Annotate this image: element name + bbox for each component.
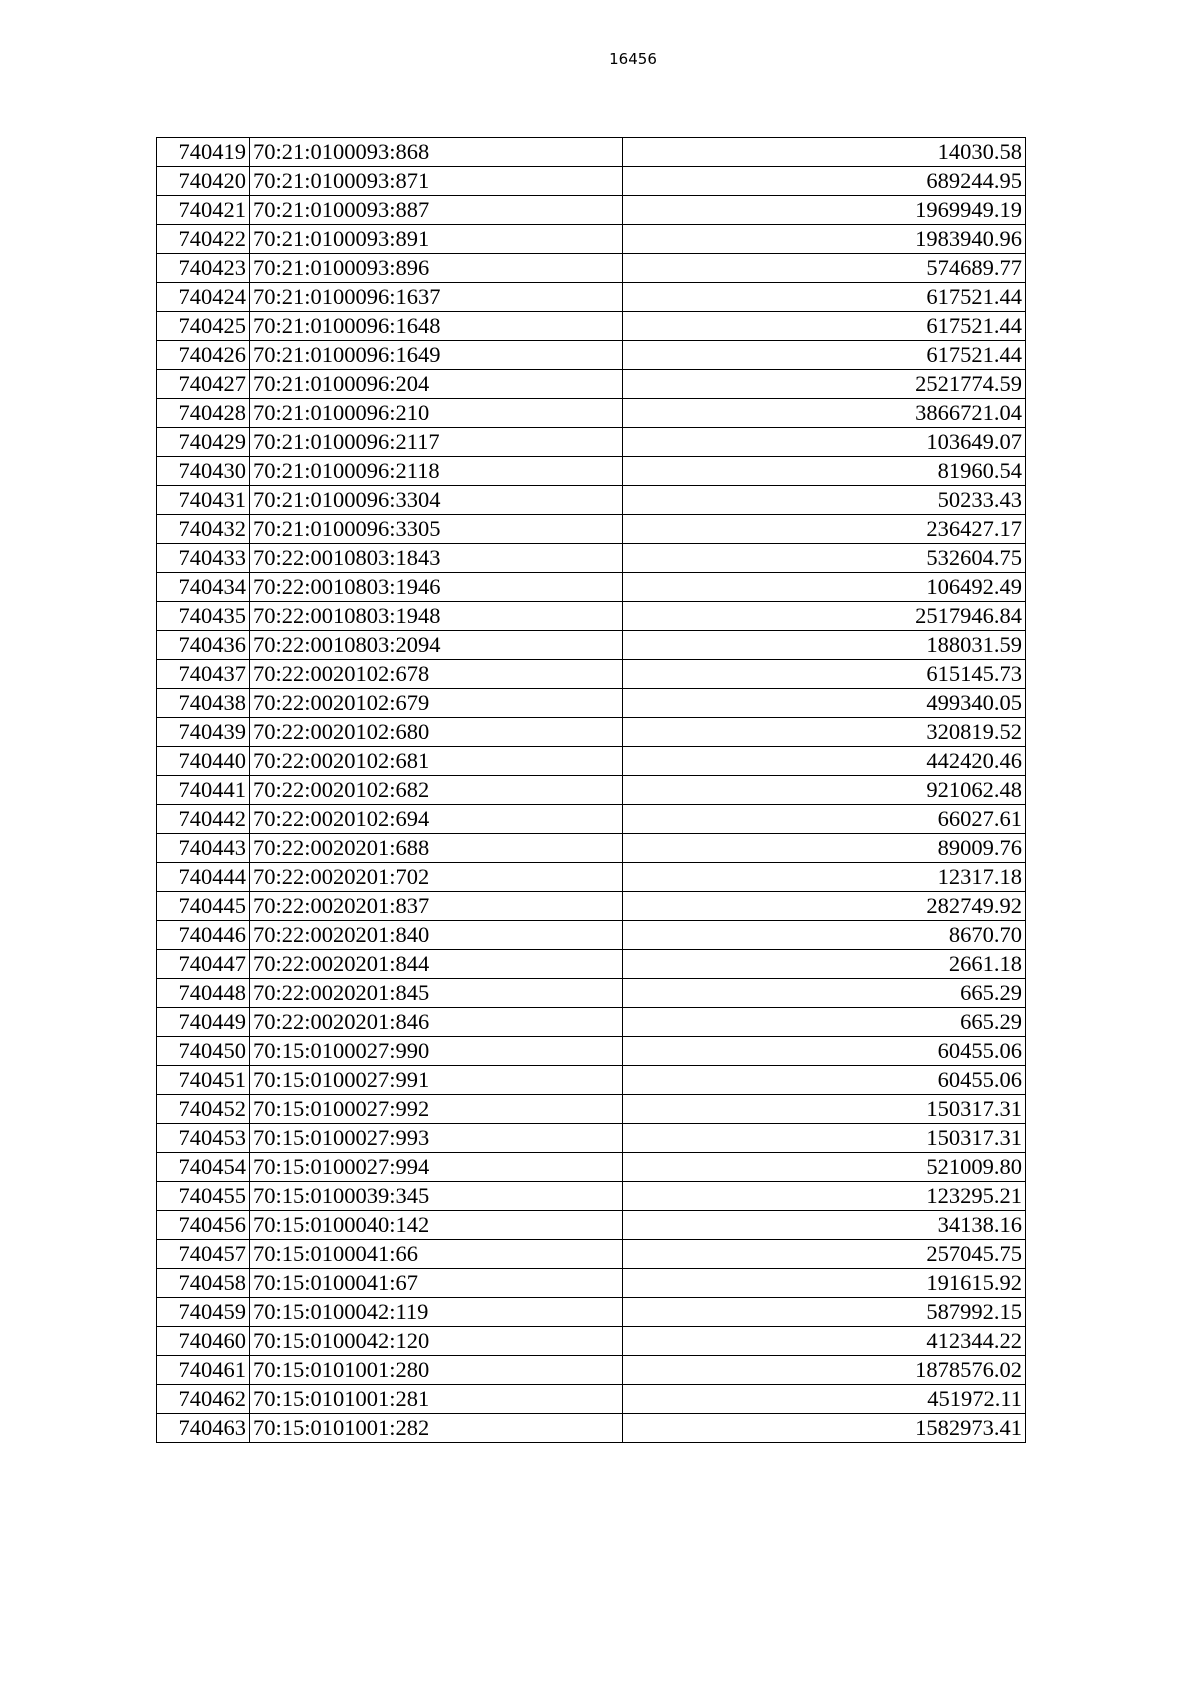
cadastral-value-cell: 617521.44 [623, 283, 1026, 312]
cadastral-number-cell: 70:22:0020201:845 [250, 979, 623, 1008]
row-number-cell: 740444 [157, 863, 250, 892]
cadastral-value-cell: 236427.17 [623, 515, 1026, 544]
table-row [157, 1327, 1026, 1356]
cadastral-number-cell: 70:22:0020201:846 [250, 1008, 623, 1037]
row-number-cell: 740448 [157, 979, 250, 1008]
row-number-cell: 740441 [157, 776, 250, 805]
cadastral-number-cell: 70:21:0100093:896 [250, 254, 623, 283]
cadastral-value-cell: 689244.95 [623, 167, 1026, 196]
cadastral-value-cell: 617521.44 [623, 312, 1026, 341]
cadastral-number-cell: 70:21:0100093:887 [250, 196, 623, 225]
cadastral-number-cell: 70:21:0100096:210 [250, 399, 623, 428]
cadastral-number-cell: 70:22:0020201:840 [250, 921, 623, 950]
table-row [157, 1269, 1026, 1298]
table-row [157, 834, 1026, 863]
row-number-cell: 740427 [157, 370, 250, 399]
cadastral-value-cell: 123295.21 [623, 1182, 1026, 1211]
row-number-cell: 740462 [157, 1385, 250, 1414]
cadastral-value-cell: 499340.05 [623, 689, 1026, 718]
cadastral-value-cell: 282749.92 [623, 892, 1026, 921]
table-row [157, 167, 1026, 196]
cadastral-value-cell: 60455.06 [623, 1037, 1026, 1066]
table-row [157, 515, 1026, 544]
cadastral-value-cell: 12317.18 [623, 863, 1026, 892]
cadastral-value-cell: 617521.44 [623, 341, 1026, 370]
cadastral-value-cell: 2517946.84 [623, 602, 1026, 631]
cadastral-value-cell: 521009.80 [623, 1153, 1026, 1182]
row-number-cell: 740450 [157, 1037, 250, 1066]
row-number-cell: 740456 [157, 1211, 250, 1240]
cadastral-number-cell: 70:15:0100040:142 [250, 1211, 623, 1240]
cadastral-number-cell: 70:21:0100096:1648 [250, 312, 623, 341]
cadastral-number-cell: 70:21:0100096:1637 [250, 283, 623, 312]
cadastral-value-cell: 574689.77 [623, 254, 1026, 283]
table-row [157, 1182, 1026, 1211]
cadastral-number-cell: 70:22:0020102:694 [250, 805, 623, 834]
table-row [157, 1008, 1026, 1037]
cadastral-number-cell: 70:15:0100042:119 [250, 1298, 623, 1327]
row-number-cell: 740426 [157, 341, 250, 370]
table-row [157, 1414, 1026, 1443]
row-number-cell: 740458 [157, 1269, 250, 1298]
table-row [157, 1385, 1026, 1414]
table-row [157, 1211, 1026, 1240]
row-number-cell: 740463 [157, 1414, 250, 1443]
table-row [157, 892, 1026, 921]
cadastral-value-cell: 665.29 [623, 1008, 1026, 1037]
row-number-cell: 740442 [157, 805, 250, 834]
table-row [157, 312, 1026, 341]
cadastral-value-cell: 412344.22 [623, 1327, 1026, 1356]
cadastral-number-cell: 70:22:0010803:1948 [250, 602, 623, 631]
cadastral-number-cell: 70:21:0100093:891 [250, 225, 623, 254]
table-row [157, 950, 1026, 979]
cadastral-value-cell: 921062.48 [623, 776, 1026, 805]
row-number-cell: 740429 [157, 428, 250, 457]
table-row [157, 660, 1026, 689]
cadastral-number-cell: 70:15:0100027:993 [250, 1124, 623, 1153]
row-number-cell: 740460 [157, 1327, 250, 1356]
table-row [157, 1037, 1026, 1066]
cadastral-value-cell: 188031.59 [623, 631, 1026, 660]
row-number-cell: 740455 [157, 1182, 250, 1211]
cadastral-number-cell: 70:21:0100096:1649 [250, 341, 623, 370]
cadastral-value-cell: 106492.49 [623, 573, 1026, 602]
cadastral-value-cell: 451972.11 [623, 1385, 1026, 1414]
page-number: 16456 [609, 50, 657, 68]
row-number-cell: 740452 [157, 1095, 250, 1124]
table-row [157, 486, 1026, 515]
row-number-cell: 740446 [157, 921, 250, 950]
cadastral-number-cell: 70:22:0020102:680 [250, 718, 623, 747]
row-number-cell: 740459 [157, 1298, 250, 1327]
cadastral-value-cell: 2661.18 [623, 950, 1026, 979]
row-number-cell: 740420 [157, 167, 250, 196]
table-row [157, 921, 1026, 950]
table-row [157, 602, 1026, 631]
row-number-cell: 740454 [157, 1153, 250, 1182]
table-row [157, 1095, 1026, 1124]
table-row [157, 1240, 1026, 1269]
cadastral-value-cell: 532604.75 [623, 544, 1026, 573]
cadastral-value-cell: 191615.92 [623, 1269, 1026, 1298]
cadastral-number-cell: 70:15:0100027:991 [250, 1066, 623, 1095]
cadastral-number-cell: 70:22:0020201:688 [250, 834, 623, 863]
row-number-cell: 740437 [157, 660, 250, 689]
cadastral-number-cell: 70:21:0100093:871 [250, 167, 623, 196]
cadastral-number-cell: 70:15:0100027:992 [250, 1095, 623, 1124]
cadastral-number-cell: 70:22:0020201:837 [250, 892, 623, 921]
table-row [157, 631, 1026, 660]
table-row [157, 1298, 1026, 1327]
row-number-cell: 740445 [157, 892, 250, 921]
cadastral-value-cell: 103649.07 [623, 428, 1026, 457]
row-number-cell: 740433 [157, 544, 250, 573]
row-number-cell: 740424 [157, 283, 250, 312]
row-number-cell: 740434 [157, 573, 250, 602]
table-row [157, 1356, 1026, 1385]
row-number-cell: 740453 [157, 1124, 250, 1153]
table-row [157, 341, 1026, 370]
cadastral-number-cell: 70:22:0020201:844 [250, 950, 623, 979]
table-row [157, 138, 1026, 167]
cadastral-value-cell: 89009.76 [623, 834, 1026, 863]
cadastral-number-cell: 70:22:0020102:682 [250, 776, 623, 805]
cadastral-number-cell: 70:21:0100096:3305 [250, 515, 623, 544]
cadastral-value-cell: 8670.70 [623, 921, 1026, 950]
cadastral-number-cell: 70:22:0010803:2094 [250, 631, 623, 660]
cadastral-value-cell: 66027.61 [623, 805, 1026, 834]
table-row [157, 544, 1026, 573]
table-row [157, 457, 1026, 486]
cadastral-value-cell: 442420.46 [623, 747, 1026, 776]
table-row [157, 428, 1026, 457]
cadastral-number-cell: 70:21:0100093:868 [250, 138, 623, 167]
cadastral-value-cell: 665.29 [623, 979, 1026, 1008]
row-number-cell: 740440 [157, 747, 250, 776]
table-row [157, 283, 1026, 312]
registry-table-body [157, 138, 1026, 1443]
cadastral-number-cell: 70:22:0020102:678 [250, 660, 623, 689]
table-row [157, 573, 1026, 602]
row-number-cell: 740438 [157, 689, 250, 718]
cadastral-number-cell: 70:21:0100096:2117 [250, 428, 623, 457]
row-number-cell: 740439 [157, 718, 250, 747]
table-row [157, 718, 1026, 747]
row-number-cell: 740449 [157, 1008, 250, 1037]
row-number-cell: 740457 [157, 1240, 250, 1269]
table-row [157, 689, 1026, 718]
row-number-cell: 740435 [157, 602, 250, 631]
row-number-cell: 740421 [157, 196, 250, 225]
cadastral-value-cell: 150317.31 [623, 1095, 1026, 1124]
cadastral-value-cell: 1969949.19 [623, 196, 1026, 225]
row-number-cell: 740423 [157, 254, 250, 283]
cadastral-number-cell: 70:22:0010803:1843 [250, 544, 623, 573]
table-row [157, 747, 1026, 776]
row-number-cell: 740461 [157, 1356, 250, 1385]
table-row [157, 776, 1026, 805]
cadastral-number-cell: 70:15:0100027:990 [250, 1037, 623, 1066]
cadastral-number-cell: 70:21:0100096:2118 [250, 457, 623, 486]
cadastral-value-cell: 587992.15 [623, 1298, 1026, 1327]
row-number-cell: 740428 [157, 399, 250, 428]
cadastral-number-cell: 70:22:0020201:702 [250, 863, 623, 892]
cadastral-value-cell: 3866721.04 [623, 399, 1026, 428]
table-row [157, 1153, 1026, 1182]
table-row [157, 196, 1026, 225]
cadastral-value-cell: 320819.52 [623, 718, 1026, 747]
cadastral-number-cell: 70:15:0100027:994 [250, 1153, 623, 1182]
cadastral-value-cell: 34138.16 [623, 1211, 1026, 1240]
table-row [157, 254, 1026, 283]
row-number-cell: 740425 [157, 312, 250, 341]
row-number-cell: 740422 [157, 225, 250, 254]
cadastral-value-cell: 1878576.02 [623, 1356, 1026, 1385]
row-number-cell: 740447 [157, 950, 250, 979]
table-row [157, 370, 1026, 399]
row-number-cell: 740436 [157, 631, 250, 660]
cadastral-value-cell: 150317.31 [623, 1124, 1026, 1153]
table-row [157, 863, 1026, 892]
row-number-cell: 740431 [157, 486, 250, 515]
cadastral-value-cell: 50233.43 [623, 486, 1026, 515]
row-number-cell: 740419 [157, 138, 250, 167]
cadastral-number-cell: 70:15:0100042:120 [250, 1327, 623, 1356]
cadastral-number-cell: 70:22:0020102:679 [250, 689, 623, 718]
cadastral-value-cell: 81960.54 [623, 457, 1026, 486]
table-row [157, 979, 1026, 1008]
table-row [157, 1066, 1026, 1095]
cadastral-value-cell: 615145.73 [623, 660, 1026, 689]
cadastral-number-cell: 70:15:0101001:280 [250, 1356, 623, 1385]
table-row [157, 1124, 1026, 1153]
cadastral-value-cell: 257045.75 [623, 1240, 1026, 1269]
cadastral-number-cell: 70:22:0020102:681 [250, 747, 623, 776]
table-row [157, 225, 1026, 254]
cadastral-value-cell: 60455.06 [623, 1066, 1026, 1095]
cadastral-number-cell: 70:15:0100041:66 [250, 1240, 623, 1269]
cadastral-number-cell: 70:22:0010803:1946 [250, 573, 623, 602]
row-number-cell: 740451 [157, 1066, 250, 1095]
cadastral-number-cell: 70:21:0100096:204 [250, 370, 623, 399]
cadastral-value-cell: 1582973.41 [623, 1414, 1026, 1443]
cadastral-number-cell: 70:15:0101001:281 [250, 1385, 623, 1414]
cadastral-value-cell: 2521774.59 [623, 370, 1026, 399]
cadastral-number-cell: 70:15:0101001:282 [250, 1414, 623, 1443]
row-number-cell: 740432 [157, 515, 250, 544]
cadastral-number-cell: 70:15:0100041:67 [250, 1269, 623, 1298]
cadastral-value-cell: 1983940.96 [623, 225, 1026, 254]
table-row [157, 805, 1026, 834]
cadastral-value-cell: 14030.58 [623, 138, 1026, 167]
cadastral-number-cell: 70:21:0100096:3304 [250, 486, 623, 515]
cadastral-number-cell: 70:15:0100039:345 [250, 1182, 623, 1211]
registry-table [156, 137, 1026, 1443]
row-number-cell: 740443 [157, 834, 250, 863]
table-row [157, 399, 1026, 428]
row-number-cell: 740430 [157, 457, 250, 486]
